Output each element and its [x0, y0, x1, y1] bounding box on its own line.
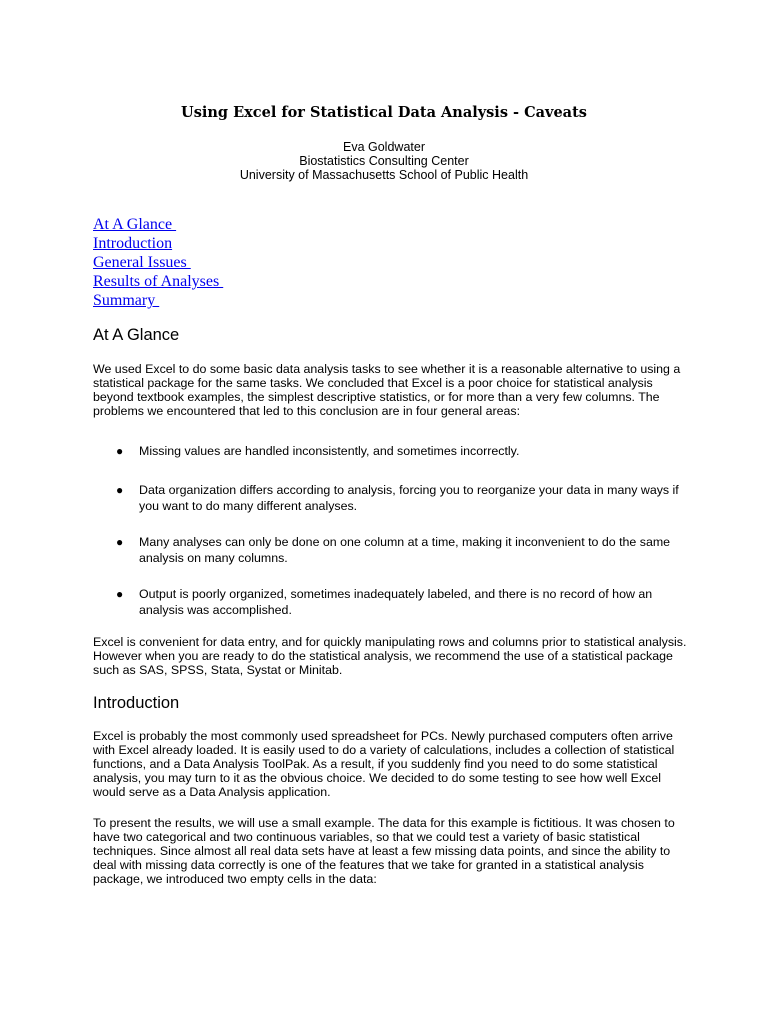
author-institution: University of Massachusetts School of Public Health [239, 168, 529, 182]
introduction-paragraph-2: To present the results, we will use a small example. The data for this example is fictitious. It was chosen to have two categorical and two continuous variables, so that we could test a variety of basic statistical techniques. Since almost all real data sets have at least a few missing data points, and since the ability to deal with missing data correctly is one of the features that we take for granted in a statistical analysis package, we introduced two empty cells in the data: [93, 816, 675, 886]
toc-link-introduction[interactable]: Introduction [93, 235, 173, 252]
author-department: Biostatistics Consulting Center [299, 154, 469, 168]
toc-item [93, 272, 223, 291]
document-title: Using Excel for Statistical Data Analysis - Caveats [181, 104, 587, 121]
toc-item [93, 253, 223, 272]
section-heading-at-a-glance: At A Glance [93, 326, 180, 344]
toc-link-at-a-glance[interactable]: At A Glance [93, 216, 177, 233]
author-name: Eva Goldwater [343, 140, 425, 154]
at-a-glance-conclusion: Excel is convenient for data entry, and for quickly manipulating rows and columns prior to statistical analysis. However when you are ready to do the statistical analysis, we recommend the use of a statistical package such as SAS, SPSS, Stata, Systat or Minitab. [93, 635, 687, 677]
introduction-paragraph-1: Excel is probably the most commonly used spreadsheet for PCs. Newly purchased computers often arrive with Excel already loaded. It is easily used to do a variety of calculations, includes a collection of statistical functions, and a Data Analysis ToolPak. As a result, if you suddenly find you need to do some statistical analysis, you may turn to it as the obvious choice. We decided to do some testing to see how well Excel would serve as a Data Analysis application. [93, 729, 675, 799]
toc-item [93, 215, 223, 234]
bullet-text: Missing values are handled inconsistently, and sometimes incorrectly. [139, 444, 520, 458]
bullet-text: Many analyses can only be done on one column at a time, making it inconvenient to do the same analysis on many columns. [139, 535, 671, 565]
bullet-dot-icon: ● [116, 587, 124, 601]
toc-link-results-of-analyses[interactable]: Results of Analyses [93, 273, 224, 290]
table-of-contents [93, 215, 223, 310]
author-block [0, 140, 768, 182]
bullet-dot-icon: ● [116, 444, 124, 458]
bullet-dot-icon: ● [116, 535, 124, 549]
toc-item [93, 291, 223, 310]
bullet-dot-icon: ● [116, 483, 124, 497]
section-heading-introduction: Introduction [93, 694, 180, 712]
toc-link-summary[interactable]: Summary [93, 292, 160, 309]
at-a-glance-intro: We used Excel to do some basic data analysis tasks to see whether it is a reasonable alternative to using a statistical package for the same tasks. We concluded that Excel is a poor choice for statistical analysis beyond textbook examples, the simplest descriptive statistics, or for more than a very few columns. The problems we encountered that led to this conclusion are in four general areas: [93, 362, 681, 418]
bullet-text: Output is poorly organized, sometimes inadequately labeled, and there is no record of how an analysis was accomplished. [139, 587, 653, 617]
bullet-text: Data organization differs according to analysis, forcing you to reorganize your data in many ways if you want to do many different analyses. [139, 483, 679, 513]
toc-item [93, 234, 223, 253]
toc-link-general-issues[interactable]: General Issues [93, 254, 191, 271]
